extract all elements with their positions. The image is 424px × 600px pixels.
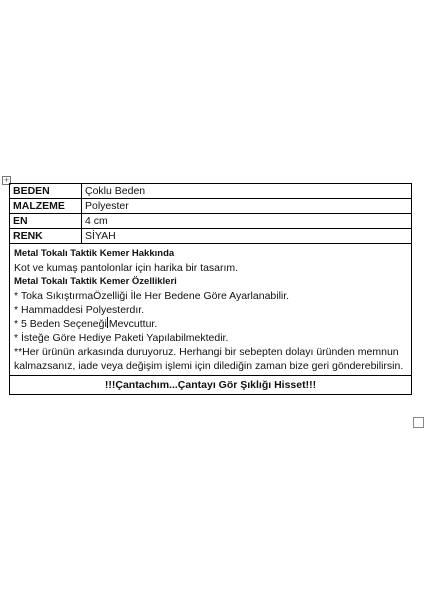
table-resize-handle[interactable] — [413, 417, 424, 428]
feature-item-text: Mevcuttur. — [108, 318, 158, 330]
feature-item: * Hammaddesi Polyesterdır. — [14, 304, 145, 316]
feature-item-text: * 5 Beden Seçeneği — [14, 318, 107, 330]
spec-key-width: EN — [10, 214, 82, 229]
table-row — [10, 214, 412, 229]
spec-value-color: SİYAH — [82, 229, 412, 244]
spec-value-size: Çoklu Beden — [82, 184, 412, 199]
feature-item: * İsteğe Göre Hediye Paketi Yapılabilmektedir. — [14, 332, 229, 344]
description-intro: Kot ve kumaş pantolonlar için harika bir tasarım. — [14, 262, 239, 274]
table-row — [10, 199, 412, 214]
table-row — [10, 229, 412, 244]
spec-value-width: 4 cm — [82, 214, 412, 229]
table-move-handle[interactable]: + — [3, 176, 10, 184]
features-heading: Metal Tokalı Taktik Kemer Özellikleri — [14, 276, 177, 287]
feature-item: * Toka SıkıştırmaÖzelliği İle Her Bedene Göre Ayarlanabilir. — [14, 290, 290, 302]
table-row — [10, 244, 412, 376]
description-cell — [10, 244, 412, 376]
table-row — [10, 184, 412, 199]
spec-value-material: Polyester — [82, 199, 412, 214]
guarantee-note: **Her ürünün arkasında duruyoruz. Herhangi bir sebepten dolayı üründen memnun kalmazsanız, iade veya değişim işlemi için dilediğin zaman bize geri gönderebilirsin. — [14, 346, 404, 372]
feature-item — [14, 317, 407, 331]
description-heading: Metal Tokalı Taktik Kemer Hakkında — [14, 248, 175, 259]
spec-key-size: BEDEN — [10, 184, 82, 199]
spec-key-color: RENK — [10, 229, 82, 244]
table-row — [10, 376, 412, 395]
product-spec-table — [9, 183, 412, 395]
spec-key-material: MALZEME — [10, 199, 82, 214]
slogan-footer: !!!Çantachım...Çantayı Gör Şıklığı Hisset!!! — [10, 376, 412, 395]
